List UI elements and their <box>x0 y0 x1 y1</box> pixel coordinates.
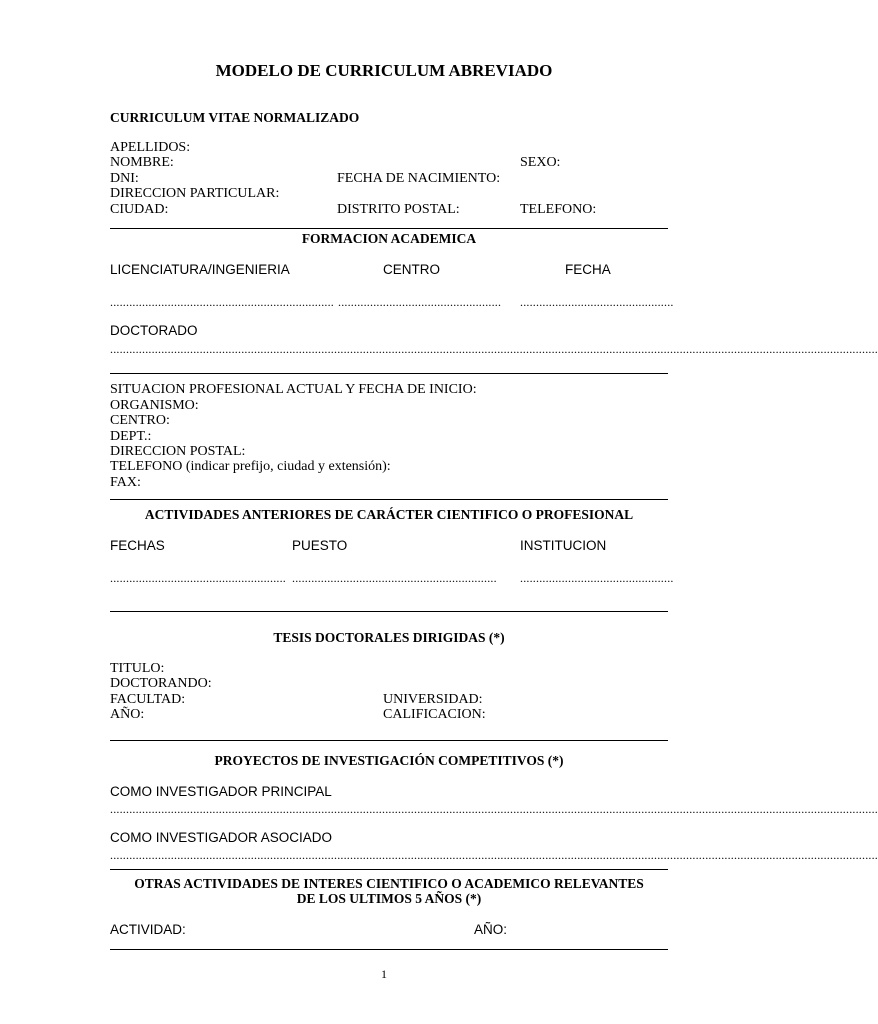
label-direccion-postal: DIRECCION POSTAL: <box>110 444 246 459</box>
label-dni: DNI: <box>110 171 139 186</box>
actividades-heading: ACTIVIDADES ANTERIORES DE CARÁCTER CIENTIFICO O PROFESIONAL <box>144 507 634 522</box>
label-direccion-particular: DIRECCION PARTICULAR: <box>110 186 280 201</box>
label-apellidos: APELLIDOS: <box>110 140 191 155</box>
document-subtitle: CURRICULUM VITAE NORMALIZADO <box>110 110 360 125</box>
label-dept: DEPT.: <box>110 429 152 444</box>
fill-line-licenciatura: ...................................................................... <box>110 295 334 309</box>
page-title: MODELO DE CURRICULUM ABREVIADO <box>215 61 553 80</box>
divider <box>110 740 668 741</box>
page-number: 1 <box>381 967 387 981</box>
label-fax: FAX: <box>110 475 141 490</box>
label-nombre: NOMBRE: <box>110 155 174 170</box>
otras-heading-line2: DE LOS ULTIMOS 5 AÑOS (*) <box>296 891 482 906</box>
fill-line-asociado: ................................................................................................................................................................................................................................................ <box>110 848 878 862</box>
fill-line-principal: ................................................................................................................................................................................................................................................ <box>110 802 878 816</box>
divider <box>110 228 668 229</box>
label-telefono: TELEFONO: <box>520 202 597 217</box>
label-doctorando: DOCTORANDO: <box>110 676 212 691</box>
divider <box>110 373 668 374</box>
label-telefono-trabajo: TELEFONO (indicar prefijo, ciudad y extensión): <box>110 459 391 474</box>
fill-line-institucion: ................................................ <box>520 571 674 585</box>
label-centro: CENTRO: <box>110 413 170 428</box>
divider <box>110 869 668 870</box>
col-centro: CENTRO <box>383 262 440 277</box>
otras-heading-line1: OTRAS ACTIVIDADES DE INTERES CIENTIFICO O ACADEMICO RELEVANTES <box>134 876 644 891</box>
fill-line-fechas: ....................................................... <box>110 571 286 585</box>
divider <box>110 499 668 500</box>
fill-line-puesto: ................................................................ <box>292 571 497 585</box>
label-sexo: SEXO: <box>520 155 561 170</box>
label-ciudad: CIUDAD: <box>110 202 169 217</box>
col-fechas: FECHAS <box>110 538 165 553</box>
label-titulo: TITULO: <box>110 661 165 676</box>
label-universidad: UNIVERSIDAD: <box>383 692 483 707</box>
col-puesto: PUESTO <box>292 538 348 553</box>
divider <box>110 949 668 950</box>
formacion-heading: FORMACION ACADEMICA <box>301 231 477 246</box>
label-facultad: FACULTAD: <box>110 692 186 707</box>
proyectos-heading: PROYECTOS DE INVESTIGACIÓN COMPETITIVOS (*) <box>214 753 564 768</box>
label-investigador-asociado: COMO INVESTIGADOR ASOCIADO <box>110 830 333 845</box>
col-licenciatura: LICENCIATURA/INGENIERIA <box>110 262 290 277</box>
label-anio-actividad: AÑO: <box>474 922 508 937</box>
fill-line-centro: ................................................... <box>338 295 502 309</box>
label-distrito-postal: DISTRITO POSTAL: <box>337 202 460 217</box>
label-situacion-profesional: SITUACION PROFESIONAL ACTUAL Y FECHA DE INICIO: <box>110 382 477 397</box>
divider <box>110 611 668 612</box>
label-anio-tesis: AÑO: <box>110 707 145 722</box>
col-institucion: INSTITUCION <box>520 538 607 553</box>
label-organismo: ORGANISMO: <box>110 398 199 413</box>
col-fecha: FECHA <box>565 262 611 277</box>
fill-line-doctorado: ................................................................................................................................................................................................................................................ <box>110 342 878 356</box>
label-doctorado: DOCTORADO <box>110 323 198 338</box>
fill-line-fecha: ................................................ <box>520 295 674 309</box>
label-fecha-nacimiento: FECHA DE NACIMIENTO: <box>337 171 501 186</box>
label-investigador-principal: COMO INVESTIGADOR PRINCIPAL <box>110 784 332 799</box>
label-calificacion: CALIFICACION: <box>383 707 486 722</box>
label-actividad: ACTIVIDAD: <box>110 922 186 937</box>
tesis-heading: TESIS DOCTORALES DIRIGIDAS (*) <box>273 630 505 645</box>
